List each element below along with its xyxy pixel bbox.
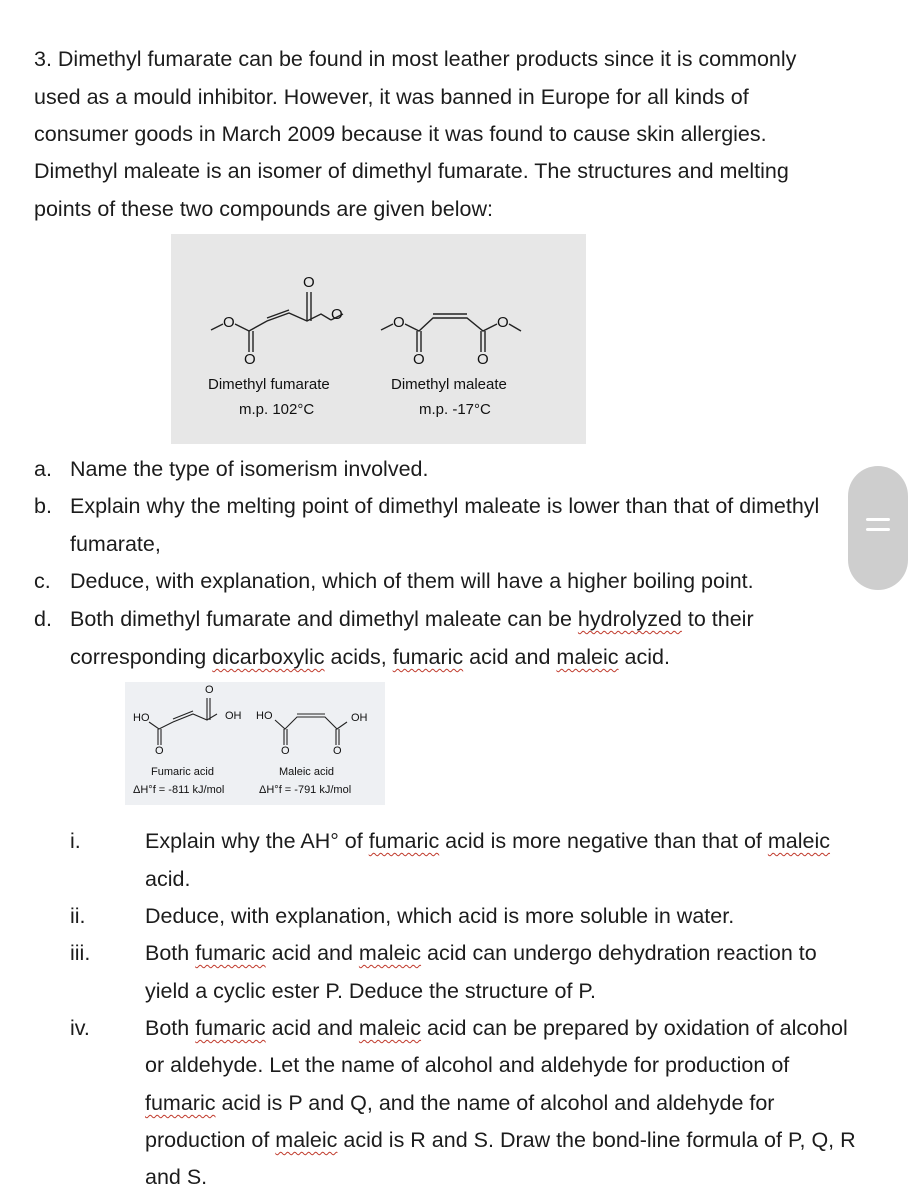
atom-o: O — [413, 351, 425, 368]
part-b-text: Explain why the melting point of dimethyl maleate is lower than that of dimethyl — [70, 494, 820, 518]
atom-o: O — [333, 745, 342, 757]
part-a-marker: a. — [34, 457, 52, 481]
atom-o: O — [497, 314, 509, 331]
spellcheck-word: maleic — [275, 1128, 338, 1152]
atom-o: O — [281, 745, 290, 757]
atom-o: O — [393, 314, 405, 331]
maleate-name: Dimethyl maleate — [391, 376, 507, 393]
sub-i-line-1: Explain why the AH° of fumaric acid is more negative than that of maleic — [145, 829, 831, 853]
intro-line-5: points of these two compounds are given below: — [34, 197, 493, 221]
maleate-bond — [381, 324, 393, 330]
grip-line-icon — [866, 528, 890, 531]
spellcheck-word: hydrolyzed — [577, 607, 682, 631]
atom-o: O — [223, 314, 235, 331]
sub-iv-line-1: Both fumaric acid and maleic acid can be prepared by oxidation of alcohol — [145, 1016, 848, 1040]
intro-line-2: used as a mould inhibitor. However, it was banned in Europe for all kinds of — [34, 85, 749, 109]
ester-structures — [171, 234, 586, 444]
grip-line-icon — [866, 518, 890, 521]
atom-o: O — [331, 306, 343, 323]
sub-ii-marker: ii. — [70, 904, 86, 928]
fumarate-name: Dimethyl fumarate — [208, 376, 330, 393]
spellcheck-word: fumaric — [368, 829, 440, 853]
part-b-continued: fumarate, — [70, 532, 161, 556]
fumarate-chain — [235, 313, 331, 331]
scroll-handle[interactable] — [848, 466, 908, 590]
fumaric-enthalpy: ΔH°f = -811 kJ/mol — [133, 784, 225, 796]
maleate-methyl — [509, 324, 521, 331]
intro-line-4: Dimethyl maleate is an isomer of dimethyl fumarate. The structures and melting — [34, 159, 789, 183]
atom-o: O — [155, 745, 164, 757]
atom-o: O — [205, 684, 214, 696]
spellcheck-word: dicarboxylic — [212, 645, 325, 669]
intro-line-3: consumer goods in March 2009 because it was found to cause skin allergies. — [34, 122, 767, 146]
sub-iv-line-4: production of maleic acid is R and S. Draw the bond-line formula of P, Q, R — [145, 1128, 856, 1152]
fumaric-ho: HO — [133, 712, 150, 724]
spellcheck-word: fumaric — [392, 645, 464, 669]
maleic-chain — [275, 717, 347, 729]
part-b-marker: b. — [34, 494, 52, 518]
figure-esters — [171, 234, 586, 444]
atom-o: O — [244, 351, 256, 368]
sub-iii-marker: iii. — [70, 941, 91, 965]
sub-iv-line-2: or aldehyde. Let the name of alcohol and aldehyde for production of — [145, 1053, 790, 1077]
maleate-mp: m.p. -17°C — [419, 401, 491, 418]
fumarate-mp: m.p. 102°C — [239, 401, 315, 418]
spellcheck-word: fumaric — [195, 941, 266, 965]
sub-iv-line-5: and S. — [145, 1165, 208, 1189]
part-d-line-1: Both dimethyl fumarate and dimethyl maleate can be hydrolyzed to their — [70, 607, 754, 631]
part-d-line-2: corresponding dicarboxylic acids, fumaric acid and maleic acid. — [70, 645, 670, 669]
sub-ii-text: Deduce, with explanation, which acid is more soluble in water. — [145, 904, 735, 928]
maleic-ho: HO — [256, 710, 273, 722]
spellcheck-word: maleic — [767, 829, 831, 853]
fumaric-label: Fumaric acid — [151, 766, 214, 778]
fumaric-oh: OH — [225, 710, 242, 722]
sub-i-marker: i. — [70, 829, 81, 853]
sub-i-line-2: acid. — [145, 867, 191, 891]
atom-o: O — [303, 274, 315, 291]
maleic-label: Maleic acid — [279, 766, 335, 778]
spellcheck-word: maleic — [556, 645, 619, 669]
figure-acids — [125, 682, 385, 805]
spellcheck-word: maleic — [358, 941, 422, 965]
spellcheck-word: fumaric — [145, 1091, 216, 1115]
sub-iii-line-2: yield a cyclic ester P. Deduce the structure of P. — [145, 979, 596, 1003]
part-c-marker: c. — [34, 569, 51, 593]
part-a-text: Name the type of isomerism involved. — [70, 457, 429, 481]
maleate-chain — [405, 318, 497, 331]
spellcheck-word: fumaric — [195, 1016, 266, 1040]
sub-iv-marker: iv. — [70, 1016, 90, 1040]
part-d-marker: d. — [34, 607, 52, 631]
atom-o: O — [477, 351, 489, 368]
sub-iii-line-1: Both fumaric acid and maleic acid can undergo dehydration reaction to — [145, 941, 817, 965]
maleic-oh: OH — [351, 712, 368, 724]
part-c-text: Deduce, with explanation, which of them will have a higher boiling point. — [70, 569, 754, 593]
sub-iv-line-3: fumaric acid is P and Q, and the name of alcohol and aldehyde for — [145, 1091, 775, 1115]
maleic-enthalpy: ΔH°f = -791 kJ/mol — [259, 784, 352, 796]
intro-line-1: 3. Dimethyl fumarate can be found in most leather products since it is commonly — [34, 47, 797, 71]
spellcheck-word: maleic — [358, 1016, 422, 1040]
fumarate-bond — [211, 324, 223, 330]
